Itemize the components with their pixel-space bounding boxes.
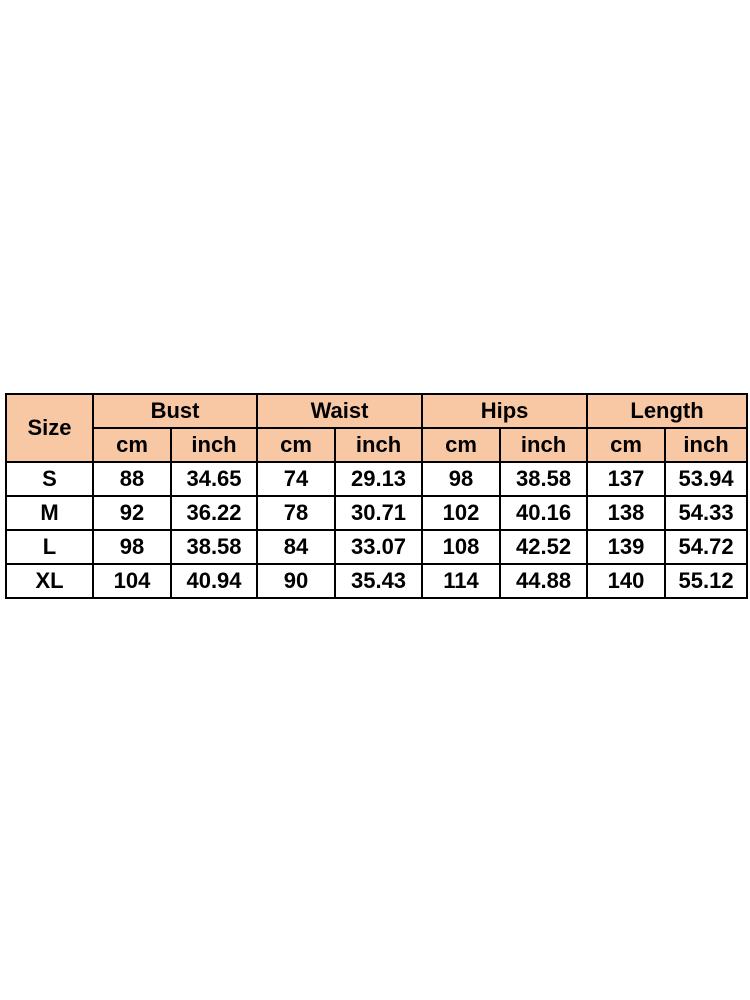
hips-inch-cell: 44.88 <box>500 564 587 598</box>
hips-inch-header: inch <box>500 428 587 462</box>
waist-inch-cell: 33.07 <box>335 530 422 564</box>
bust-cm-cell: 98 <box>93 530 171 564</box>
size-chart-table <box>5 393 748 599</box>
bust-inch-header: inch <box>171 428 257 462</box>
bust-cm-cell: 104 <box>93 564 171 598</box>
length-header: Length <box>587 394 747 428</box>
table-header <box>6 394 747 462</box>
table-row <box>6 462 747 496</box>
header-group-row <box>6 394 747 428</box>
bust-cm-cell: 92 <box>93 496 171 530</box>
hips-inch-cell: 38.58 <box>500 462 587 496</box>
hips-header: Hips <box>422 394 587 428</box>
table-row <box>6 496 747 530</box>
size-cell: M <box>6 496 93 530</box>
length-inch-cell: 55.12 <box>665 564 747 598</box>
waist-header: Waist <box>257 394 422 428</box>
length-inch-header: inch <box>665 428 747 462</box>
waist-cm-cell: 78 <box>257 496 335 530</box>
table-body <box>6 462 747 598</box>
bust-header: Bust <box>93 394 257 428</box>
hips-cm-header: cm <box>422 428 500 462</box>
length-inch-cell: 54.72 <box>665 530 747 564</box>
bust-cm-cell: 88 <box>93 462 171 496</box>
length-cm-cell: 140 <box>587 564 665 598</box>
waist-cm-header: cm <box>257 428 335 462</box>
hips-cm-cell: 108 <box>422 530 500 564</box>
hips-cm-cell: 98 <box>422 462 500 496</box>
bust-inch-cell: 36.22 <box>171 496 257 530</box>
length-inch-cell: 53.94 <box>665 462 747 496</box>
hips-inch-cell: 40.16 <box>500 496 587 530</box>
waist-inch-cell: 29.13 <box>335 462 422 496</box>
hips-cm-cell: 102 <box>422 496 500 530</box>
table-row <box>6 564 747 598</box>
hips-inch-cell: 42.52 <box>500 530 587 564</box>
table-row <box>6 530 747 564</box>
length-cm-header: cm <box>587 428 665 462</box>
length-inch-cell: 54.33 <box>665 496 747 530</box>
bust-inch-cell: 34.65 <box>171 462 257 496</box>
waist-cm-cell: 90 <box>257 564 335 598</box>
length-cm-cell: 137 <box>587 462 665 496</box>
size-cell: S <box>6 462 93 496</box>
header-unit-row <box>6 428 747 462</box>
waist-inch-header: inch <box>335 428 422 462</box>
length-cm-cell: 138 <box>587 496 665 530</box>
waist-cm-cell: 84 <box>257 530 335 564</box>
waist-cm-cell: 74 <box>257 462 335 496</box>
bust-cm-header: cm <box>93 428 171 462</box>
hips-cm-cell: 114 <box>422 564 500 598</box>
size-cell: XL <box>6 564 93 598</box>
bust-inch-cell: 40.94 <box>171 564 257 598</box>
size-column-header: Size <box>6 394 93 462</box>
size-cell: L <box>6 530 93 564</box>
waist-inch-cell: 30.71 <box>335 496 422 530</box>
length-cm-cell: 139 <box>587 530 665 564</box>
waist-inch-cell: 35.43 <box>335 564 422 598</box>
bust-inch-cell: 38.58 <box>171 530 257 564</box>
